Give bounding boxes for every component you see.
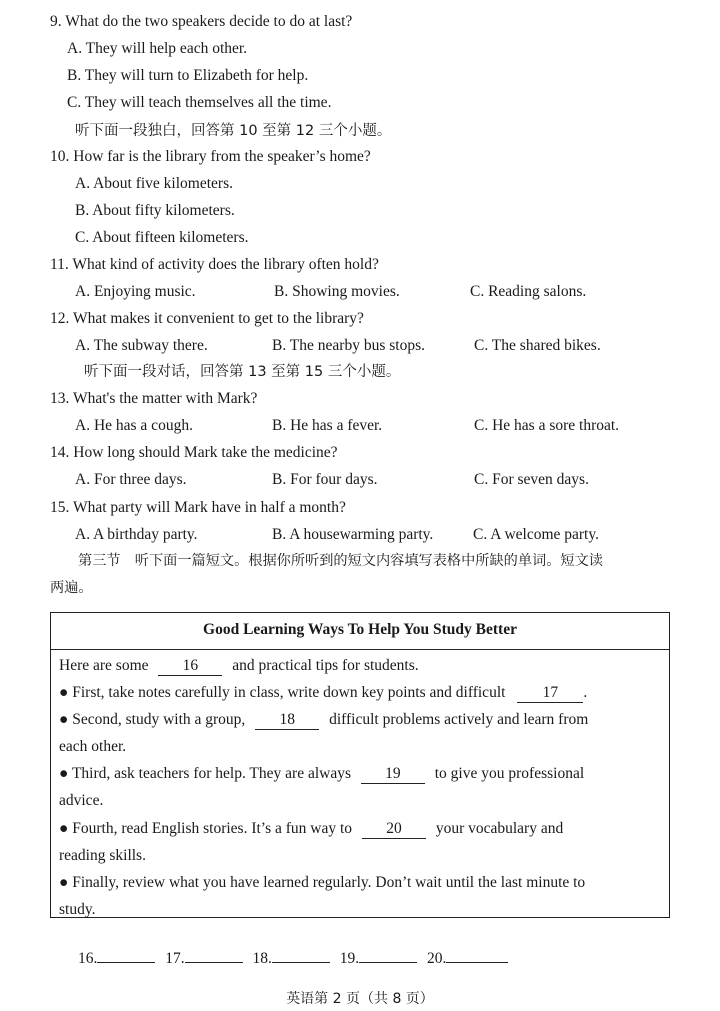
- q14-option-b: B. For four days.: [272, 471, 378, 488]
- answer-16-label: 16.: [78, 950, 98, 967]
- table-line-1-post: and practical tips for students.: [232, 657, 419, 674]
- q10-stem: 10. How far is the library from the speaker’s home?: [50, 148, 371, 165]
- table-line-3: [59, 710, 588, 730]
- q13-option-b: B. He has a fever.: [272, 417, 383, 434]
- table-line-7-pre: ● Fourth, read English stories. It’s a fun way to: [59, 820, 353, 837]
- answer-17[interactable]: [165, 948, 242, 968]
- answer-20-line[interactable]: [446, 948, 508, 963]
- q11-option-a: A. Enjoying music.: [75, 283, 196, 300]
- table-line-5: [59, 764, 584, 784]
- answer-row: [78, 948, 514, 968]
- blank-19[interactable]: 19: [361, 765, 425, 784]
- q12-stem: 12. What makes it convenient to get to the library?: [50, 310, 364, 327]
- answer-16-line[interactable]: [97, 948, 155, 963]
- answer-19-label: 19.: [339, 950, 360, 967]
- q13-option-a: A. He has a cough.: [75, 417, 193, 434]
- section3-instruction-cont: 两遍。: [50, 580, 93, 596]
- q10-option-b: B. About fifty kilometers.: [75, 202, 235, 219]
- answer-18-line[interactable]: [272, 948, 330, 963]
- q11-option-c: C. Reading salons.: [470, 283, 587, 300]
- blank-20[interactable]: 20: [362, 820, 426, 839]
- table-line-7-post: your vocabulary and: [435, 820, 564, 837]
- table-line-3-post: difficult problems actively and learn from: [329, 711, 589, 728]
- q15-option-c: C. A welcome party.: [473, 526, 599, 543]
- answer-19[interactable]: [340, 948, 417, 968]
- q13-stem: 13. What's the matter with Mark?: [50, 390, 258, 407]
- answer-18[interactable]: [253, 948, 330, 968]
- table-line-9: ● Finally, review what you have learned regularly. Don’t wait until the last minute to: [59, 874, 586, 891]
- table-line-1: [59, 656, 419, 676]
- answer-20[interactable]: [427, 948, 508, 968]
- answer-19-line[interactable]: [359, 948, 417, 963]
- table-line-5-pre: ● Third, ask teachers for help. They are always: [59, 765, 351, 782]
- q10-option-a: A. About five kilometers.: [75, 175, 233, 192]
- q12-option-b: B. The nearby bus stops.: [272, 337, 425, 354]
- table-line-6: advice.: [59, 792, 104, 809]
- instruction-10-12: 听下面一段独白，回答第 10 至第 12 三个小题。: [75, 123, 392, 139]
- q9-option-b: B. They will turn to Elizabeth for help.: [67, 67, 309, 84]
- q9-option-c: C. They will teach themselves all the time.: [67, 94, 332, 111]
- q14-stem: 14. How long should Mark take the medicine?: [50, 444, 338, 461]
- q11-stem: 11. What kind of activity does the library often hold?: [50, 256, 379, 273]
- table-title: Good Learning Ways To Help You Study Better: [51, 613, 669, 650]
- q12-option-a: A. The subway there.: [75, 337, 208, 354]
- q9-stem: 9. What do the two speakers decide to do at last?: [50, 13, 353, 30]
- blank-17[interactable]: 17: [517, 684, 583, 703]
- table-line-1-pre: Here are some: [59, 657, 149, 674]
- answer-17-line[interactable]: [185, 948, 243, 963]
- table-line-2-pre: ● First, take notes carefully in class, write down key points and difficult: [59, 684, 506, 701]
- q14-option-c: C. For seven days.: [474, 471, 589, 488]
- q13-option-c: C. He has a sore throat.: [474, 417, 620, 434]
- instruction-13-15: 听下面一段对话，回答第 13 至第 15 三个小题。: [84, 364, 401, 380]
- q9-option-a: A. They will help each other.: [67, 40, 248, 57]
- q15-stem: 15. What party will Mark have in half a month?: [50, 499, 346, 516]
- q15-option-b: B. A housewarming party.: [272, 526, 434, 543]
- table-line-2-post: .: [583, 684, 588, 701]
- table-line-4: each other.: [59, 738, 127, 755]
- answer-20-label: 20.: [427, 950, 447, 967]
- answer-16[interactable]: [78, 948, 155, 968]
- listening-table: [50, 612, 670, 918]
- blank-18[interactable]: 18: [255, 711, 319, 730]
- q14-option-a: A. For three days.: [75, 471, 187, 488]
- blank-16[interactable]: 16: [158, 657, 222, 676]
- table-line-8: reading skills.: [59, 847, 146, 864]
- section3-instruction: 第三节 听下面一篇短文。根据你所听到的短文内容填写表格中所缺的单词。短文读: [78, 553, 603, 569]
- q11-option-b: B. Showing movies.: [274, 283, 400, 300]
- table-line-2: [59, 683, 587, 703]
- answer-17-label: 17.: [165, 950, 185, 967]
- page-footer: 英语第 2 页（共 8 页）: [286, 991, 434, 1007]
- table-line-5-post: to give you professional: [434, 765, 585, 782]
- q10-option-c: C. About fifteen kilometers.: [75, 229, 249, 246]
- q12-option-c: C. The shared bikes.: [474, 337, 601, 354]
- table-line-7: [59, 819, 563, 839]
- answer-18-label: 18.: [252, 950, 272, 967]
- table-line-3-pre: ● Second, study with a group,: [59, 711, 246, 728]
- table-line-10: study.: [59, 901, 96, 918]
- q15-option-a: A. A birthday party.: [75, 526, 198, 543]
